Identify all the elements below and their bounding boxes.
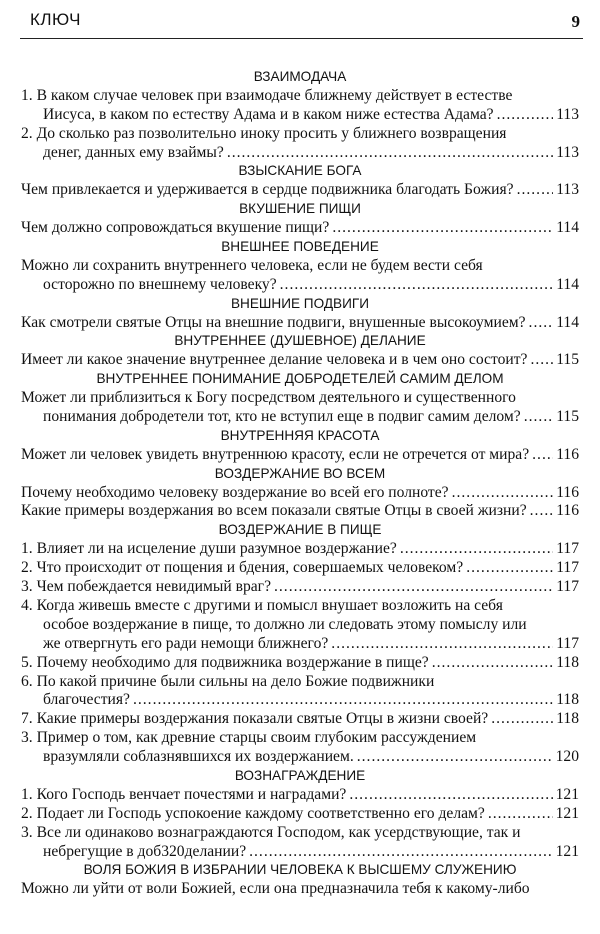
toc-entry-line[interactable] bbox=[21, 843, 579, 862]
entry-page-number: 113 bbox=[556, 143, 579, 161]
dot-leader bbox=[497, 106, 554, 125]
toc-entry-line[interactable] bbox=[21, 502, 579, 521]
toc-entry-line[interactable] bbox=[21, 578, 579, 597]
entry-page-number: 114 bbox=[556, 275, 579, 293]
entry-text: Иисуса, в каком по естеству Адама и в каком ниже естества Адама? bbox=[43, 105, 494, 123]
toc-entry-line[interactable] bbox=[21, 616, 579, 635]
entry-text: 7. Какие примеры воздержания показали святые Отцы в жизни своей? bbox=[21, 710, 489, 728]
dot-leader bbox=[524, 408, 553, 427]
entry-text: 4. Когда живешь вместе с другими и помысл внушает возложить на себя bbox=[21, 596, 503, 614]
section-heading: ВЗЫСКАНИЕ БОГА bbox=[238, 163, 362, 179]
running-header: КЛЮЧ bbox=[30, 10, 81, 29]
toc-entry-line[interactable] bbox=[21, 786, 579, 805]
entry-page-number: 117 bbox=[556, 540, 579, 558]
toc-entry-line[interactable] bbox=[21, 219, 579, 238]
section-heading: ВНУТРЕННЕЕ ПОНИМАНИЕ ДОБРОДЕТЕЛЕЙ САМИМ ДЕЛОМ bbox=[96, 371, 504, 387]
dot-leader bbox=[530, 351, 553, 370]
section-heading: ВНЕШНИЕ ПОДВИГИ bbox=[230, 295, 370, 311]
entry-text: Можно ли сохранить внутреннего человека, если не будем вести себя bbox=[21, 256, 483, 274]
toc-entry-line[interactable] bbox=[21, 257, 579, 276]
section-heading: ВЗАИМОДАЧА bbox=[253, 69, 347, 84]
entry-text: Может ли приблизиться к Богу посредством деятельного и существенного bbox=[21, 389, 516, 407]
entry-page-number: 113 bbox=[556, 181, 579, 199]
toc-entry-line[interactable] bbox=[21, 597, 579, 616]
entry-text: Какие примеры воздержания во всем показали святые Отцы в своей жизни? bbox=[21, 502, 527, 520]
toc-entry-line[interactable] bbox=[21, 314, 579, 333]
dot-leader bbox=[227, 144, 553, 163]
toc-entry-line[interactable] bbox=[21, 144, 579, 163]
toc-entry-line[interactable] bbox=[21, 87, 579, 106]
dot-leader bbox=[432, 654, 553, 673]
table-of-contents bbox=[21, 68, 579, 899]
entry-text: вразумляли соблазнявшихся их воздержанием. bbox=[43, 748, 354, 766]
dot-leader bbox=[466, 559, 553, 578]
entry-text: благочестия? bbox=[43, 691, 130, 709]
dot-leader bbox=[488, 805, 553, 824]
toc-entry-line[interactable] bbox=[21, 805, 579, 824]
toc-entry-line[interactable] bbox=[21, 446, 579, 465]
entry-page-number: 116 bbox=[556, 483, 579, 501]
entry-text: 2. Подает ли Господь успокоение каждому соответственно его делам? bbox=[21, 804, 485, 822]
toc-entry-line[interactable] bbox=[21, 673, 579, 692]
entry-text: небрегущие в доб320делании? bbox=[43, 842, 247, 860]
entry-text: 6. По какой причине были сильны на дело Божие подвижники bbox=[21, 672, 435, 690]
toc-entry-line[interactable] bbox=[21, 389, 579, 408]
section-heading: ВОЗНАГРАЖДЕНИЕ bbox=[234, 767, 366, 783]
section-heading: ВНУТРЕННЕЕ (ДУШЕВНОЕ) ДЕЛАНИЕ bbox=[174, 333, 426, 349]
entry-page-number: 114 bbox=[556, 219, 579, 237]
dot-leader bbox=[529, 314, 554, 333]
entry-page-number: 120 bbox=[555, 748, 579, 766]
page-number: 9 bbox=[571, 12, 580, 31]
toc-entry-line[interactable] bbox=[21, 654, 579, 673]
toc-entry-line[interactable] bbox=[21, 559, 579, 578]
section-heading: ВНУТРЕННЯЯ КРАСОТА bbox=[220, 427, 380, 443]
entry-page-number: 121 bbox=[555, 804, 579, 822]
entry-text: Почему необходимо человеку воздержание во всей его полноте? bbox=[21, 483, 449, 501]
entry-text: Как смотрели святые Отцы на внешние подвиги, внушенные высокоумием? bbox=[21, 313, 526, 331]
entry-page-number: 115 bbox=[556, 351, 579, 369]
toc-entry-line[interactable] bbox=[21, 484, 579, 503]
toc-entry-line[interactable] bbox=[21, 181, 579, 200]
dot-leader bbox=[491, 710, 553, 729]
entry-page-number: 113 bbox=[556, 105, 579, 123]
dot-leader bbox=[452, 484, 554, 503]
dot-leader bbox=[400, 540, 553, 559]
dot-leader bbox=[332, 219, 553, 238]
entry-text: Может ли человек увидеть внутреннюю красоту, если не отречется от мира? bbox=[21, 445, 530, 463]
toc-entry-line[interactable] bbox=[21, 351, 579, 370]
entry-text: Можно ли уйти от воли Божией, если она предназначила тебя к какому-либо bbox=[21, 880, 530, 898]
toc-entry-line[interactable] bbox=[21, 824, 579, 843]
toc-entry-line[interactable] bbox=[21, 880, 579, 899]
header-rule bbox=[20, 38, 583, 39]
dot-leader bbox=[357, 748, 553, 767]
dot-leader bbox=[532, 446, 553, 465]
section-heading: ВОЗДЕРЖАНИЕ ВО ВСЕМ bbox=[214, 465, 386, 481]
entry-page-number: 116 bbox=[556, 502, 579, 520]
entry-page-number: 115 bbox=[556, 408, 579, 426]
dot-leader bbox=[349, 786, 552, 805]
entry-page-number: 117 bbox=[556, 634, 579, 652]
entry-text: же отвергнуть его ради немощи ближнего? bbox=[43, 634, 329, 652]
entry-page-number: 118 bbox=[556, 653, 579, 671]
entry-text: особое воздержание в пище, то должно ли следовать этому помыслу или bbox=[43, 615, 527, 633]
toc-entry-line[interactable] bbox=[21, 710, 579, 729]
toc-entry-line[interactable] bbox=[21, 691, 579, 710]
entry-text: Чем привлекается и удерживается в сердце подвижника благодать Божия? bbox=[21, 181, 514, 199]
entry-text: 1. Влияет ли на исцеление души разумное воздержание? bbox=[21, 540, 397, 558]
entry-text: 2. Что происходит от пощения и бдения, совершаемых человеком? bbox=[21, 559, 464, 577]
entry-text: 3. Все ли одинаково вознаграждаются Господом, как усердствующие, так и bbox=[21, 823, 521, 841]
dot-leader bbox=[249, 843, 552, 862]
entry-page-number: 117 bbox=[556, 559, 579, 577]
dot-leader bbox=[274, 578, 553, 597]
entry-page-number: 116 bbox=[556, 445, 579, 463]
toc-entry-line[interactable] bbox=[21, 106, 579, 125]
entry-text: понимания добродетели тот, кто не вступил еще в подвиг самим делом? bbox=[43, 408, 521, 426]
toc-entry-line[interactable] bbox=[21, 540, 579, 559]
entry-page-number: 117 bbox=[556, 578, 579, 596]
entry-text: 3. Чем побеждается невидимый враг? bbox=[21, 578, 271, 596]
section-heading: ВНЕШНЕЕ ПОВЕДЕНИЕ bbox=[221, 239, 379, 255]
toc-entry-line[interactable] bbox=[21, 408, 579, 427]
dot-leader bbox=[133, 691, 553, 710]
toc-entry-line[interactable] bbox=[21, 125, 579, 144]
dot-leader bbox=[517, 181, 554, 200]
entry-text: 5. Почему необходимо для подвижника воздержание в пище? bbox=[21, 653, 429, 671]
section-heading: ВОЛЯ БОЖИЯ В ИЗБРАНИИ ЧЕЛОВЕКА К ВЫСШЕМУ СЛУЖЕНИЮ bbox=[83, 862, 517, 878]
dot-leader bbox=[530, 502, 554, 521]
entry-page-number: 114 bbox=[556, 313, 579, 331]
entry-text: 1. В каком случае человек при взаимодаче ближнему действует в естестве bbox=[21, 86, 513, 104]
entry-page-number: 118 bbox=[556, 691, 579, 709]
section-heading: ВОЗДЕРЖАНИЕ В ПИЩЕ bbox=[218, 522, 382, 538]
toc-entry-line[interactable] bbox=[21, 748, 579, 767]
entry-text: Имеет ли какое значение внутреннее делание человека и в чем оно состоит? bbox=[21, 351, 528, 369]
entry-text: 2. До сколько раз позволительно иноку просить у ближнего возвращения bbox=[21, 124, 507, 142]
entry-page-number: 121 bbox=[555, 785, 579, 803]
entry-page-number: 121 bbox=[555, 842, 579, 860]
toc-entry-line[interactable] bbox=[21, 276, 579, 295]
entry-text: осторожно по внешнему человеку? bbox=[43, 275, 277, 293]
section-heading: ВКУШЕНИЕ ПИЩИ bbox=[239, 201, 361, 217]
toc-entry-line[interactable] bbox=[21, 729, 579, 748]
toc-entry-line[interactable] bbox=[21, 635, 579, 654]
dot-leader bbox=[280, 276, 554, 295]
entry-text: денег, данных ему взаймы? bbox=[43, 143, 224, 161]
dot-leader bbox=[331, 635, 553, 654]
entry-text: 1. Кого Господь венчает почестями и наградами? bbox=[21, 785, 347, 803]
entry-text: Чем должно сопровождаться вкушение пищи? bbox=[21, 219, 330, 237]
entry-page-number: 118 bbox=[556, 710, 579, 728]
entry-text: 3. Пример о том, как древние старцы своим глубоким рассуждением bbox=[21, 729, 477, 747]
